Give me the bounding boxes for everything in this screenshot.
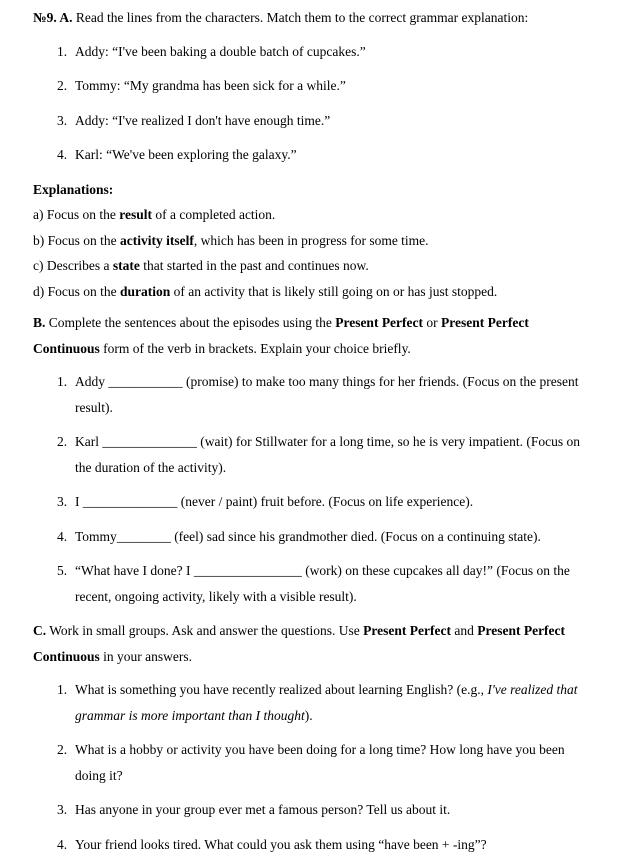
- answer-blank: ___________: [108, 374, 183, 389]
- explanation-text: of an activity that is likely still going on or has just stopped.: [170, 283, 498, 299]
- sentence-start: Karl: [75, 434, 103, 449]
- list-item: [33, 142, 590, 168]
- sentence-end: (promise) to make too many things for her friends. (Focus on the present result).: [75, 374, 579, 415]
- item-number: 1.: [57, 43, 68, 59]
- section-label: B.: [33, 315, 46, 330]
- item-number: 5.: [57, 563, 68, 578]
- list-item: [33, 558, 590, 609]
- answer-blank: ________: [116, 528, 171, 544]
- explanation-text: of a completed action.: [151, 207, 276, 222]
- sentence-start: Addy: [75, 374, 109, 389]
- dialogue-line: Karl: “We've been exploring the galaxy.”: [75, 147, 297, 162]
- task-a-heading: [33, 5, 590, 31]
- item-number: 3.: [57, 802, 68, 817]
- list-item: [33, 429, 590, 480]
- task-b-heading: [33, 310, 590, 361]
- example-answer: I've realized that grammar is more important than I thought: [75, 682, 578, 723]
- task-c-heading-text: in your answers.: [99, 648, 193, 664]
- task-a-heading-text: Read the lines from the characters. Match them to the correct grammar explanation:: [72, 10, 529, 25]
- sentence-end: (wait) for Stillwater for a long time, so he is very impatient. (Focus on the duration of the activity).: [75, 434, 581, 475]
- list-item: [33, 73, 590, 99]
- list-item: [33, 832, 590, 858]
- explanation-text: c) Describes a: [33, 258, 113, 273]
- dialogue-line: Addy: “I've realized I don't have enough time.”: [75, 112, 331, 128]
- sentence-end: (feel) sad since his grandmother died. (Focus on a continuing state).: [170, 528, 541, 544]
- explanations-section: [33, 177, 590, 305]
- explanation-keyword: activity itself: [120, 232, 194, 248]
- task-c-heading-text: Work in small groups. Ask and answer the questions. Use: [46, 623, 364, 638]
- grammar-term: Present Perfect: [363, 623, 451, 638]
- explanations-heading: Explanations:: [33, 181, 114, 197]
- explanation-text: a) Focus on the: [33, 207, 120, 222]
- explanation-item: [33, 228, 590, 254]
- task-b-heading-text: or: [423, 315, 442, 330]
- task-b-list: [33, 369, 590, 609]
- task-b-heading-text: form of the verb in brackets. Explain your choice briefly.: [99, 340, 411, 356]
- item-number: 4.: [57, 528, 68, 544]
- explanation-item: [33, 279, 590, 305]
- answer-blank: ________________: [193, 563, 302, 578]
- item-number: 4.: [57, 836, 68, 852]
- explanation-text: that started in the past and continues now.: [139, 258, 369, 273]
- item-number: 3.: [57, 494, 68, 509]
- item-number: 1.: [57, 682, 68, 697]
- item-number: 2.: [57, 78, 68, 93]
- task-c-heading-text: and: [450, 623, 478, 638]
- explanation-text: b) Focus on the: [33, 232, 120, 248]
- grammar-term: Present Perfect Continuous: [33, 315, 529, 356]
- list-item: [33, 737, 590, 788]
- explanation-item: [33, 202, 590, 228]
- explanation-keyword: duration: [120, 283, 171, 299]
- list-item: [33, 797, 590, 823]
- sentence-start: I: [75, 494, 83, 509]
- item-number: 4.: [57, 147, 68, 162]
- item-number: 2.: [57, 434, 68, 449]
- list-item: [33, 489, 590, 515]
- question-text: ).: [304, 707, 313, 723]
- task-a-list: [33, 39, 590, 168]
- question-text: What is something you have recently realized about learning English? (e.g.,: [75, 682, 488, 697]
- sentence-end: (never / paint) fruit before. (Focus on life experience).: [177, 494, 474, 509]
- list-item: [33, 39, 590, 65]
- section-label: C.: [33, 623, 47, 638]
- list-item: [33, 369, 590, 420]
- question-text: Your friend looks tired. What could you ask them using “have been + -ing”?: [75, 836, 487, 852]
- explanation-text: , which has been in progress for some time.: [193, 232, 429, 248]
- explanations-heading-row: [33, 177, 590, 203]
- answer-blank: ______________: [102, 434, 197, 449]
- task-c-list: [33, 677, 590, 857]
- grammar-term: Present Perfect: [335, 315, 424, 330]
- task-b-heading-text: Complete the sentences about the episodes using the: [45, 315, 336, 330]
- item-number: 2.: [57, 742, 68, 757]
- sentence-end: (work) on these cupcakes all day!” (Focus on the recent, ongoing activity, likely with a visible result).: [75, 563, 570, 604]
- exercise-number: №9. A.: [33, 10, 73, 25]
- item-number: 3.: [57, 112, 68, 128]
- list-item: [33, 108, 590, 134]
- sentence-start: “What have I done? I: [75, 563, 194, 578]
- explanation-keyword: state: [112, 258, 140, 273]
- question-text: What is a hobby or activity you have been doing for a long time? How long have you been doing it?: [75, 742, 565, 783]
- question-text: Has anyone in your group ever met a famous person? Tell us about it.: [75, 802, 451, 817]
- task-c-heading: [33, 618, 590, 669]
- explanation-text: d) Focus on the: [33, 283, 120, 299]
- item-number: 1.: [57, 374, 68, 389]
- explanation-keyword: result: [119, 207, 152, 222]
- list-item: [33, 677, 590, 728]
- list-item: [33, 524, 590, 550]
- sentence-start: Tommy: [75, 528, 117, 544]
- dialogue-line: Addy: “I've been baking a double batch of cupcakes.”: [75, 43, 366, 59]
- explanation-item: [33, 253, 590, 279]
- grammar-term: Present Perfect Continuous: [33, 623, 566, 664]
- dialogue-line: Tommy: “My grandma has been sick for a while.”: [75, 78, 346, 93]
- answer-blank: ______________: [82, 494, 178, 509]
